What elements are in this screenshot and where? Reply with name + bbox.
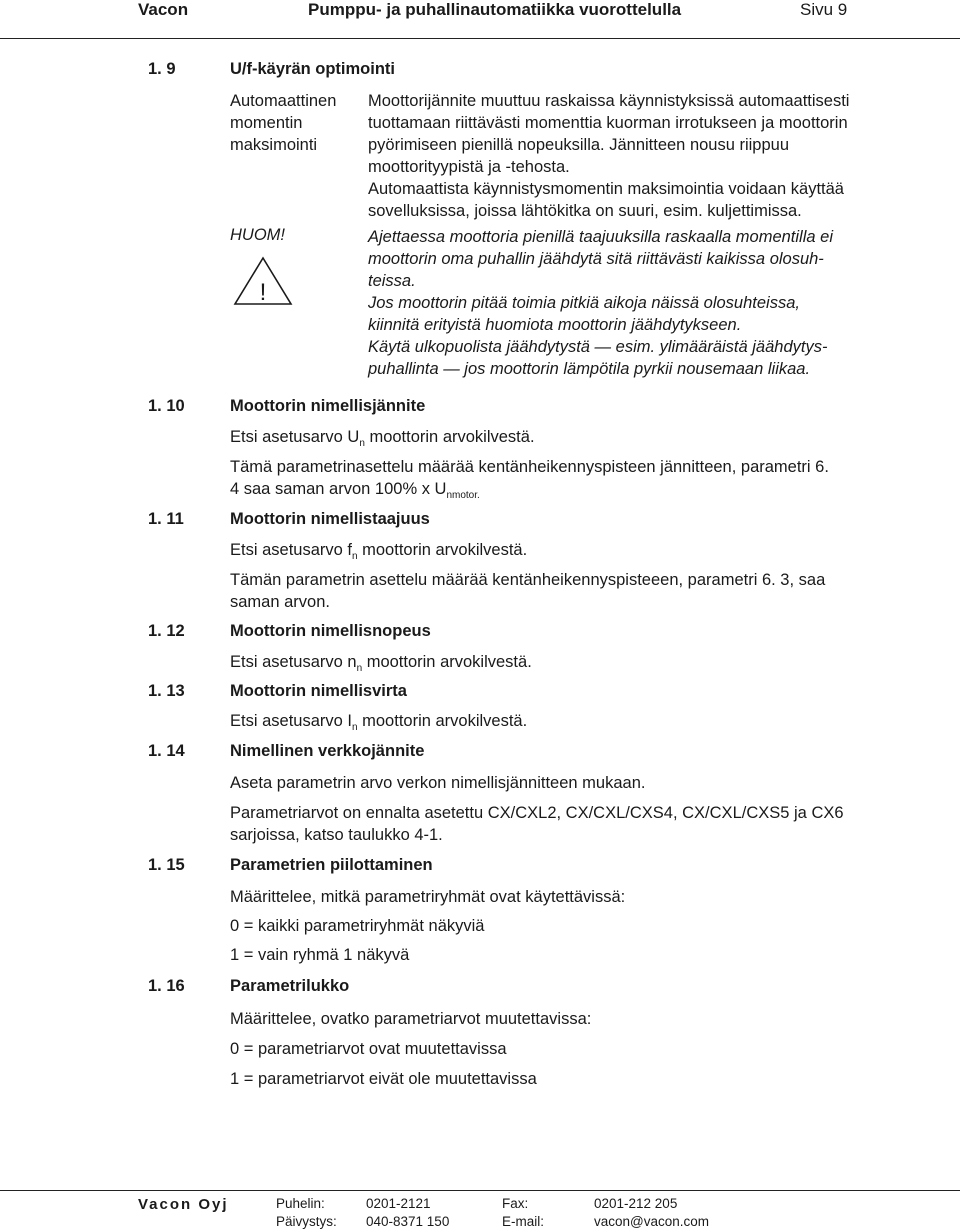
section-1-10-line-3: 4 saa saman arvon 100% x $U_{nmotor.}$ — [230, 480, 480, 501]
warning-mark: ! — [259, 279, 267, 306]
section-1-13-title: Moottorin nimellisvirta — [230, 682, 407, 700]
body-line: moottorityypistä ja -tehosta. — [368, 158, 570, 176]
section-1-10-number: 1. 10 — [148, 397, 185, 415]
section-1-14-line-3: sarjoissa, katso taulukko 4-1. — [230, 826, 443, 844]
section-1-15-title: Parametrien piilottaminen — [230, 856, 433, 874]
section-1-10-line-2: Tämä parametrinasettelu määrää kentänheikennyspisteen jännitteen, parametri 6. — [230, 458, 829, 476]
note-line: teissa. — [368, 272, 416, 290]
section-1-12-number: 1. 12 — [148, 622, 185, 640]
footer-service: 040-8371 150 — [366, 1214, 450, 1229]
section-1-16-number: 1. 16 — [148, 977, 185, 995]
header-company: Vacon — [138, 0, 189, 19]
header-page-number: Sivu 9 — [800, 0, 848, 19]
footer-fax-label: Fax: — [502, 1196, 529, 1211]
section-1-16-line-3: 1 = parametriarvot eivät ole muutettavissa — [230, 1070, 537, 1088]
section-1-13-number: 1. 13 — [148, 682, 185, 700]
body-line: Moottorijännite muuttuu raskaissa käynnistyksissä automaattisesti — [368, 92, 850, 110]
section-1-11-line-2: Tämän parametrin asettelu määrää kentänheikennyspisteeen, parametri 6. 3, saa — [230, 571, 826, 589]
section-1-15-line-2: 0 = kaikki parametriryhmät näkyviä — [230, 917, 485, 935]
header-title: Pumppu- ja puhallinautomatiikka vuorottelulla — [308, 0, 682, 19]
side-label-line: maksimointi — [230, 136, 318, 154]
note-line: Ajettaessa moottoria pienillä taajuuksilla raskaalla momentilla ei — [368, 228, 833, 246]
footer-phone: 0201-2121 — [366, 1196, 431, 1211]
note-line: kiinnitä erityistä huomiota moottorin jäähdytykseen. — [368, 316, 742, 334]
section-1-11-line-3: saman arvon. — [230, 593, 330, 611]
section-1-11-number: 1. 11 — [148, 510, 184, 528]
section-1-13-line-1: Etsi asetusarvo $I_n$ moottorin arvokilvestä. — [230, 712, 528, 733]
side-label-line: Automaattinen — [230, 92, 337, 110]
side-label-line: momentin — [230, 114, 303, 132]
section-1-12-title: Moottorin nimellisnopeus — [230, 622, 431, 640]
section-1-16-line-1: Määrittelee, ovatko parametriarvot muutettavissa: — [230, 1010, 592, 1028]
section-1-12-line-1: Etsi asetusarvo $n_n$ moottorin arvokilvestä. — [230, 653, 532, 674]
note-text — [368, 226, 833, 380]
section-1-10-title: Moottorin nimellisjännite — [230, 397, 426, 415]
footer-phone-label: Puhelin: — [276, 1196, 325, 1211]
body-line: Automaattista käynnistysmomentin maksimointia voidaan käyttää — [368, 180, 844, 198]
note-line: moottorin oma puhallin jäähdytä sitä riittävästi kaikissa olosuh- — [368, 250, 824, 268]
footer-email-label: E-mail: — [502, 1214, 545, 1229]
footer-email[interactable]: vacon@vacon.com — [594, 1214, 710, 1229]
section-1-16-line-2: 0 = parametriarvot ovat muutettavissa — [230, 1040, 507, 1058]
section-1-14-line-1: Aseta parametrin arvo verkon nimellisjännitteen mukaan. — [230, 774, 646, 792]
footer-company: Vacon Oyj — [138, 1196, 229, 1213]
footer-divider — [0, 1190, 960, 1191]
body-line: sovelluksissa, joissa lähtökitka on suuri, esim. kuljettimissa. — [368, 202, 802, 220]
section-1-15-line-3: 1 = vain ryhmä 1 näkyvä — [230, 946, 410, 964]
note-label: HUOM! — [230, 226, 285, 244]
section-1-15-line-1: Määrittelee, mitkä parametriryhmät ovat käytettävissä: — [230, 888, 626, 906]
section-1-10-line-1: Etsi asetusarvo $U_n$ moottorin arvokilvestä. — [230, 428, 535, 449]
side-label-auto-torque — [230, 90, 336, 156]
body-line: pyörimiseen pienillä nopeuksilla. Jännitteen nousu riippuu — [368, 136, 790, 154]
section-1-14-line-2: Parametriarvot on ennalta asetettu CX/CXL2, CX/CXL/CXS4, CX/CXL/CXS5 ja CX6 — [230, 804, 844, 822]
section-1-11-line-1: Etsi asetusarvo $f_n$ moottorin arvokilvestä. — [230, 541, 528, 562]
section-1-14-number: 1. 14 — [148, 742, 185, 760]
note-line: Jos moottorin pitää toimia pitkiä aikoja näissä olosuhteissa, — [368, 294, 800, 312]
section-1-16-title: Parametrilukko — [230, 977, 350, 995]
section-1-9-number: 1. 9 — [148, 60, 176, 78]
section-1-11-title: Moottorin nimellistaajuus — [230, 510, 430, 528]
note-line: puhallinta — jos moottorin lämpötila pyrkii nousemaan liikaa. — [368, 360, 811, 378]
section-1-14-title: Nimellinen verkkojännite — [230, 742, 425, 760]
footer-service-label: Päivystys: — [276, 1214, 337, 1229]
note-line: Käytä ulkopuolista jäähdytystä — esim. ylimääräistä jäähdytys- — [368, 338, 828, 356]
section-1-9-body — [368, 90, 849, 222]
body-line: tuottamaan riittävästi momenttia kuorman irrotukseen ja moottorin — [368, 114, 848, 132]
section-1-9-title: U/f-käyrän optimointi — [230, 60, 396, 78]
section-1-15-number: 1. 15 — [148, 856, 185, 874]
warning-triangle-icon — [232, 255, 294, 307]
footer-fax: 0201-212 205 — [594, 1196, 678, 1211]
